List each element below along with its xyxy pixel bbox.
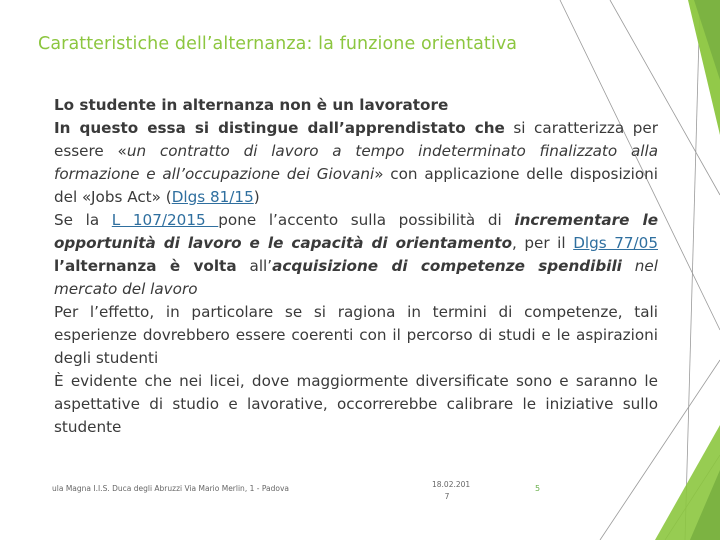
text-span: all’ (236, 257, 273, 275)
text-span: ) (253, 188, 260, 206)
text-span: si caratterizza per essere « (54, 119, 658, 160)
paragraph-1 (54, 94, 658, 117)
link-dlgs-77-05[interactable]: Dlgs 77/05 (573, 234, 658, 252)
link-dlgs-81-15[interactable]: Dlgs 81/15 (171, 188, 254, 206)
bold-statement: Lo studente in alternanza non è un lavoratore (54, 96, 449, 114)
footer-date-line2: 7 (444, 492, 450, 501)
text-span: Se la (54, 211, 112, 229)
text-span: » con applicazione delle disposizioni del «Jobs Act» ( (54, 165, 658, 206)
bold-italic-text: incrementare le opportunità di lavoro e le capacità di orientamento (54, 211, 659, 252)
slide-title: Caratteristiche dell’alternanza: la funzione orientativa (38, 34, 518, 54)
italic-quote: un contratto di lavoro a tempo indeterminato finalizzato alla formazione e all’occupazione dei Giovani (54, 142, 658, 183)
bold-text: In questo essa si distingue dall’apprendistato che (54, 119, 505, 137)
paragraph-2 (54, 117, 658, 209)
italic-text: nel mercato del lavoro (54, 257, 658, 298)
paragraph-3 (54, 209, 658, 301)
paragraph-4: Per l’effetto, in particolare se si ragiona in termini di competenze, tali esperienze dovrebbero essere coerenti con il percorso di studi e le aspirazioni degli studenti (54, 303, 658, 367)
footer-date (432, 479, 471, 503)
footer-date-line1: 18.02.201 (432, 480, 471, 489)
bold-italic-text: acquisizione di competenze spendibili (272, 257, 622, 275)
slide-body (54, 94, 658, 439)
text-span: , per il (512, 234, 574, 252)
bold-text: l’alternanza è volta (54, 257, 237, 275)
paragraph-5: È evidente che nei licei, dove maggiormente diversificate sono e saranno le aspettative di studio e lavorative, occorrerebbe calibrare le iniziative sullo studente (54, 372, 658, 436)
link-l-107-2015[interactable]: L 107/2015 (111, 211, 219, 229)
text-span: pone l’accento sulla possibilità di (218, 211, 515, 229)
page-number: 5 (535, 484, 541, 493)
footer-location: ula Magna I.I.S. Duca degli Abruzzi Via Mario Merlin, 1 - Padova (52, 484, 289, 493)
